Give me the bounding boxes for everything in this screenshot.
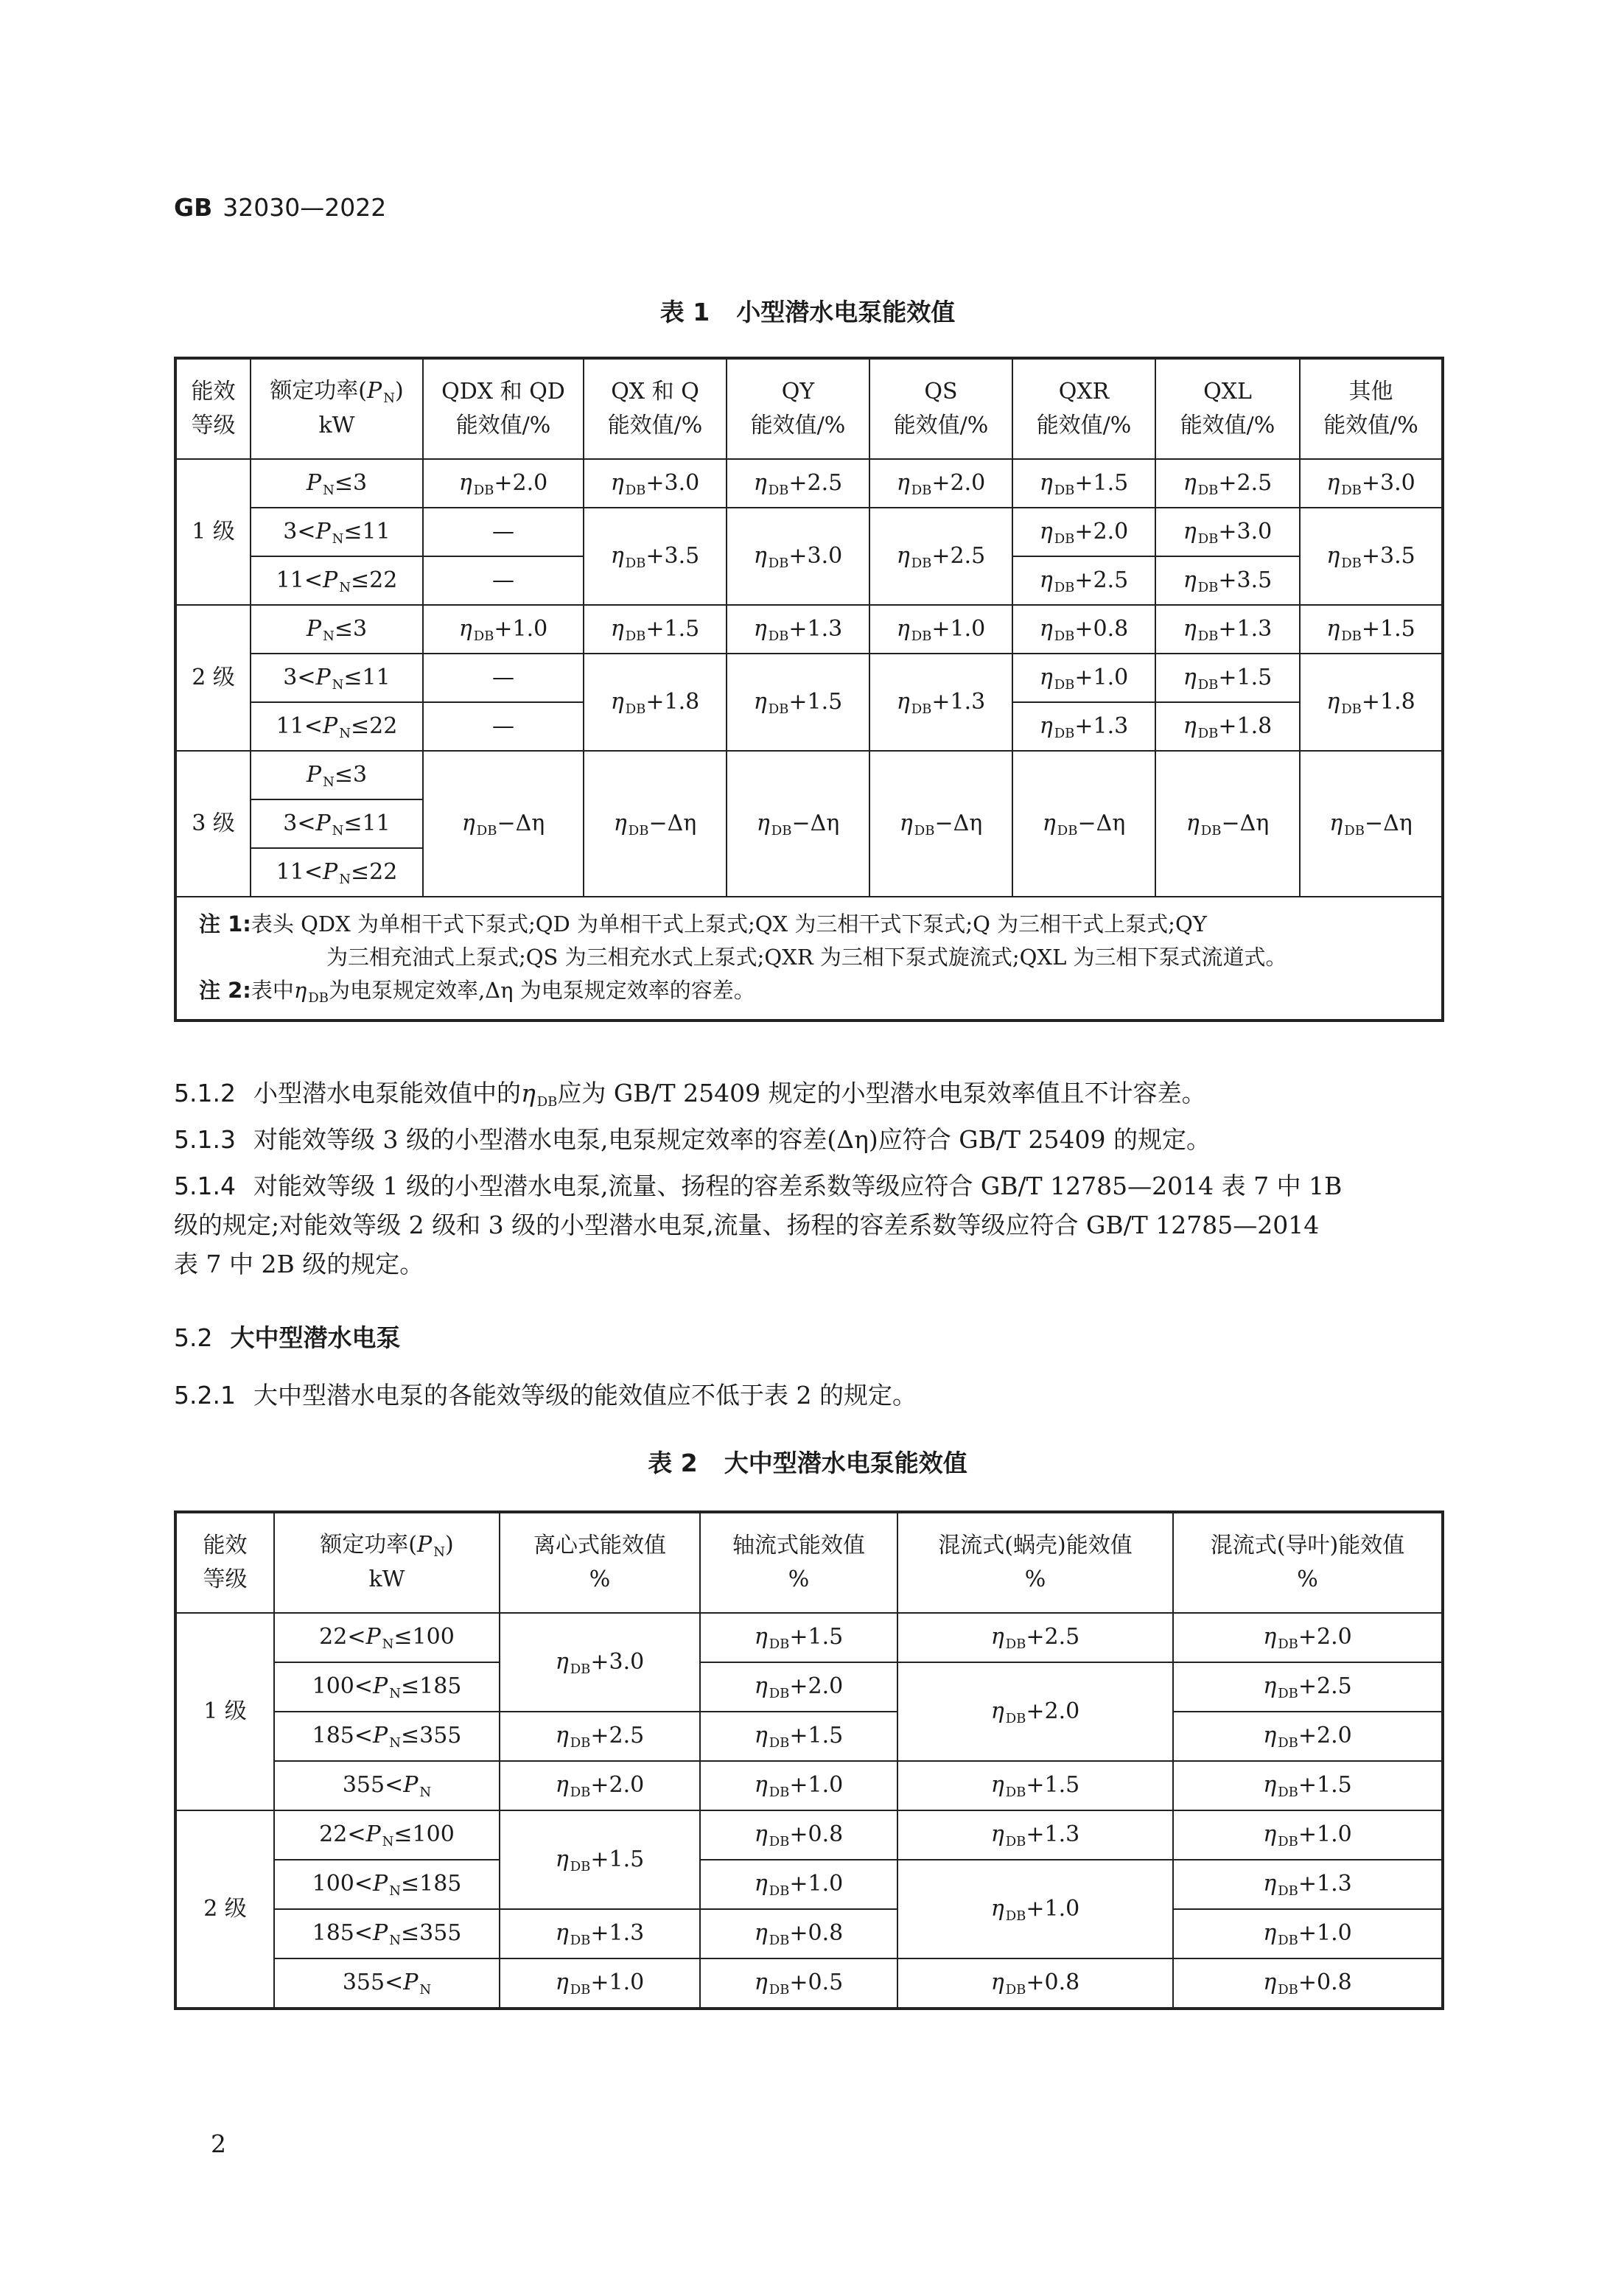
table-row <box>175 605 1443 654</box>
efficiency-cell: η $_{DB}$+0.8 <box>897 1958 1173 2009</box>
table1 <box>174 357 1444 1022</box>
efficiency-cell: η $_{DB}$+1.5 <box>1012 459 1155 508</box>
efficiency-cell: η $_{DB}$+3.0 <box>1300 459 1443 508</box>
efficiency-cell: η $_{DB}$+1.3 <box>1155 605 1300 654</box>
efficiency-cell: η $_{DB}$+1.8 <box>1155 702 1300 751</box>
efficiency-cell: η $_{DB}$+2.0 <box>500 1761 700 1810</box>
efficiency-cell: η $_{DB}$+1.3 <box>500 1909 700 1958</box>
efficiency-cell: η $_{DB}$+2.5 <box>500 1712 700 1761</box>
efficiency-cell: η $_{DB}$+1.3 <box>897 1810 1173 1860</box>
efficiency-cell: η $_{DB}$+1.5 <box>1155 654 1300 702</box>
efficiency-cell: η $_{DB}$+1.8 <box>584 654 727 751</box>
efficiency-cell: η $_{DB}$−Δη <box>727 751 869 897</box>
table1-header-grade: 能效 等级 <box>175 358 251 459</box>
standard-header <box>174 193 386 222</box>
table1-power-range: 3<P $_N$≤11 <box>251 654 423 702</box>
efficiency-cell: η $_{DB}$+1.5 <box>700 1613 897 1662</box>
table2-caption-number: 表 2 <box>648 1449 698 1477</box>
efficiency-cell: η $_{DB}$+3.5 <box>1155 556 1300 605</box>
efficiency-cell: η $_{DB}$+0.8 <box>700 1909 897 1958</box>
table1-power-range: 11<P $_N$≤22 <box>251 848 423 897</box>
efficiency-cell: η $_{DB}$+2.0 <box>1173 1712 1443 1761</box>
table2-caption-title: 大中型潜水电泵能效值 <box>724 1449 967 1477</box>
table1-header-qx: QX 和 Q 能效值/% <box>584 358 727 459</box>
table1-caption-number: 表 1 <box>659 298 710 326</box>
table1-header-qxl: QXL 能效值/% <box>1155 358 1300 459</box>
efficiency-cell: η $_{DB}$+2.5 <box>897 1613 1173 1662</box>
efficiency-cell: η $_{DB}$+1.0 <box>1012 654 1155 702</box>
table1-notes <box>175 897 1443 1021</box>
table1-header-power: 额定功率(P $_N$) kW <box>251 358 423 459</box>
table1-grade-1: 1 级 <box>175 459 251 605</box>
efficiency-cell-empty: — <box>423 508 584 556</box>
efficiency-cell: η $_{DB}$+1.0 <box>1173 1810 1443 1860</box>
efficiency-cell: η $_{DB}$+1.5 <box>700 1712 897 1761</box>
table1-header-row <box>175 358 1443 459</box>
table1-power-range: P $_N$≤3 <box>251 605 423 654</box>
table-row <box>175 1613 1443 1662</box>
table1-power-range: 3<P $_N$≤11 <box>251 508 423 556</box>
table2-power-range: 22<P $_N$≤100 <box>274 1613 500 1662</box>
efficiency-cell: η $_{DB}$+1.0 <box>1173 1909 1443 1958</box>
table2-caption <box>174 1444 1441 1479</box>
table-row <box>175 654 1443 702</box>
efficiency-cell: η $_{DB}$+1.3 <box>727 605 869 654</box>
table1-power-range: 11<P $_N$≤22 <box>251 702 423 751</box>
table-row <box>175 1662 1443 1712</box>
table2-header-power: 额定功率(P $_N$) kW <box>274 1512 500 1613</box>
efficiency-cell: η $_{DB}$+2.5 <box>869 508 1012 605</box>
table2-power-range: 22<P $_N$≤100 <box>274 1810 500 1860</box>
table-row <box>175 1810 1443 1860</box>
efficiency-cell: η $_{DB}$+2.0 <box>869 459 1012 508</box>
table-row <box>175 1909 1443 1958</box>
efficiency-cell: η $_{DB}$−Δη <box>1012 751 1155 897</box>
efficiency-cell: η $_{DB}$+1.0 <box>423 605 584 654</box>
table1-power-range: P $_N$≤3 <box>251 751 423 799</box>
page-number: 2 <box>211 2129 226 2158</box>
table2-header-mixed-guide: 混流式(导叶)能效值 % <box>1173 1512 1443 1613</box>
table-row <box>175 459 1443 508</box>
clause-5-1-2: 5.1.2 小型潜水电泵能效值中的η $_{DB}$应为 GB/T 25409 规定的小型潜水电泵效率值且不计容差。 <box>174 1079 1206 1110</box>
efficiency-cell-empty: — <box>423 702 584 751</box>
efficiency-cell: η $_{DB}$+3.5 <box>1300 508 1443 605</box>
efficiency-cell: η $_{DB}$+2.5 <box>1173 1662 1443 1712</box>
table1-notes-row <box>175 897 1443 1021</box>
efficiency-cell: η $_{DB}$+2.0 <box>897 1662 1173 1761</box>
efficiency-cell: η $_{DB}$+0.8 <box>700 1810 897 1860</box>
clause-5-1-3: 5.1.3 对能效等级 3 级的小型潜水电泵,电泵规定效率的容差(Δη)应符合 GB/T 25409 的规定。 <box>174 1125 1211 1154</box>
table2 <box>174 1510 1444 2010</box>
section-5-2-heading: 5.2 大中型潜水电泵 <box>174 1323 401 1352</box>
table2-header-axial: 轴流式能效值 % <box>700 1512 897 1613</box>
efficiency-cell: η $_{DB}$+1.0 <box>500 1958 700 2009</box>
table2-header-centrifugal: 离心式能效值 % <box>500 1512 700 1613</box>
table2-header-mixed-volute: 混流式(蜗壳)能效值 % <box>897 1512 1173 1613</box>
table2-power-range: 185<P $_N$≤355 <box>274 1712 500 1761</box>
efficiency-cell: η $_{DB}$+3.5 <box>584 508 727 605</box>
table1-header-qs: QS 能效值/% <box>869 358 1012 459</box>
table2-grade-1: 1 级 <box>175 1613 274 1810</box>
table2-header-row <box>175 1512 1443 1613</box>
efficiency-cell: η $_{DB}$+1.5 <box>727 654 869 751</box>
table-row <box>175 1712 1443 1761</box>
efficiency-cell: η $_{DB}$+1.3 <box>869 654 1012 751</box>
efficiency-cell: η $_{DB}$−Δη <box>1300 751 1443 897</box>
table1-power-range: 11<P $_N$≤22 <box>251 556 423 605</box>
efficiency-cell: η $_{DB}$+1.3 <box>1012 702 1155 751</box>
table2-power-range: 100<P $_N$≤185 <box>274 1662 500 1712</box>
table-row <box>175 1860 1443 1909</box>
efficiency-cell: η $_{DB}$+2.0 <box>1173 1613 1443 1662</box>
clause-5-1-4: 5.1.4 对能效等级 1 级的小型潜水电泵,流量、扬程的容差系数等级应符合 GB/T 12785—2014 表 7 中 1B 级的规定;对能效等级 2 级和 3 级的小型潜水电泵,流量、扬程的容差系数等级应符合 GB/T 12785—2014 表 7 中 2B 级的规定。 <box>174 1172 1343 1278</box>
table1-caption <box>174 293 1441 328</box>
efficiency-cell: η $_{DB}$+2.5 <box>1012 556 1155 605</box>
efficiency-cell: η $_{DB}$+1.5 <box>584 605 727 654</box>
standard-code: 32030—2022 <box>223 193 387 222</box>
efficiency-cell: η $_{DB}$+3.0 <box>584 459 727 508</box>
table1-caption-title: 小型潜水电泵能效值 <box>736 298 956 326</box>
efficiency-cell: η $_{DB}$+1.5 <box>897 1761 1173 1810</box>
efficiency-cell: η $_{DB}$+1.0 <box>897 1860 1173 1958</box>
table1-grade-3: 3 级 <box>175 751 251 897</box>
table1-header-other: 其他 能效值/% <box>1300 358 1443 459</box>
table-row <box>175 1958 1443 2009</box>
table2-power-range: 100<P $_N$≤185 <box>274 1860 500 1909</box>
efficiency-cell: η $_{DB}$+1.0 <box>700 1761 897 1810</box>
table2-grade-2: 2 级 <box>175 1810 274 2009</box>
table1-header-qxr: QXR 能效值/% <box>1012 358 1155 459</box>
efficiency-cell: η $_{DB}$−Δη <box>869 751 1012 897</box>
efficiency-cell: η $_{DB}$+1.0 <box>869 605 1012 654</box>
table2-header-grade: 能效 等级 <box>175 1512 274 1613</box>
efficiency-cell: η $_{DB}$+1.5 <box>500 1810 700 1909</box>
efficiency-cell-empty: — <box>423 556 584 605</box>
efficiency-cell: η $_{DB}$+2.0 <box>423 459 584 508</box>
table-row <box>175 751 1443 799</box>
table2-power-range: 355<P $_N$ <box>274 1761 500 1810</box>
efficiency-cell: η $_{DB}$+1.5 <box>1173 1761 1443 1810</box>
efficiency-cell: η $_{DB}$+2.0 <box>1012 508 1155 556</box>
efficiency-cell: η $_{DB}$+1.3 <box>1173 1860 1443 1909</box>
table1-header-qy: QY 能效值/% <box>727 358 869 459</box>
table1-power-range: P $_N$≤3 <box>251 459 423 508</box>
efficiency-cell: η $_{DB}$+0.8 <box>1012 605 1155 654</box>
efficiency-cell: η $_{DB}$+1.5 <box>1300 605 1443 654</box>
table1-header-qdx: QDX 和 QD 能效值/% <box>423 358 584 459</box>
clause-5-2-1: 5.2.1 大中型潜水电泵的各能效等级的能效值应不低于表 2 的规定。 <box>174 1381 917 1410</box>
efficiency-cell: η $_{DB}$+2.5 <box>1155 459 1300 508</box>
efficiency-cell: η $_{DB}$+3.0 <box>1155 508 1300 556</box>
table2-power-range: 185<P $_N$≤355 <box>274 1909 500 1958</box>
note-1: 注 1:表头 QDX 为单相干式下泵式;QD 为单相干式上泵式;QX 为三相干式下泵式;Q 为三相干式上泵式;QY <box>199 911 1207 937</box>
efficiency-cell: η $_{DB}$−Δη <box>584 751 727 897</box>
table-row <box>175 1761 1443 1810</box>
efficiency-cell: η $_{DB}$+2.5 <box>727 459 869 508</box>
table1-power-range: 3<P $_N$≤11 <box>251 799 423 848</box>
efficiency-cell: η $_{DB}$+3.0 <box>727 508 869 605</box>
standard-prefix: GB <box>174 193 213 222</box>
efficiency-cell: η $_{DB}$−Δη <box>423 751 584 897</box>
efficiency-cell: η $_{DB}$+2.0 <box>700 1662 897 1712</box>
efficiency-cell-empty: — <box>423 654 584 702</box>
table-row <box>175 508 1443 556</box>
table1-grade-2: 2 级 <box>175 605 251 751</box>
efficiency-cell: η $_{DB}$+1.8 <box>1300 654 1443 751</box>
efficiency-cell: η $_{DB}$−Δη <box>1155 751 1300 897</box>
note-2: 注 2:表中η $_{DB}$为电泵规定效率,Δη 为电泵规定效率的容差。 <box>199 977 755 1006</box>
efficiency-cell: η $_{DB}$+1.0 <box>700 1860 897 1909</box>
efficiency-cell: η $_{DB}$+0.8 <box>1173 1958 1443 2009</box>
efficiency-cell: η $_{DB}$+0.5 <box>700 1958 897 2009</box>
efficiency-cell: η $_{DB}$+3.0 <box>500 1613 700 1712</box>
table2-power-range: 355<P $_N$ <box>274 1958 500 2009</box>
note-1-continued: 为三相充油式上泵式;QS 为三相充水式上泵式;QXR 为三相下泵式旋流式;QXL 为三相下泵式流道式。 <box>326 944 1287 970</box>
